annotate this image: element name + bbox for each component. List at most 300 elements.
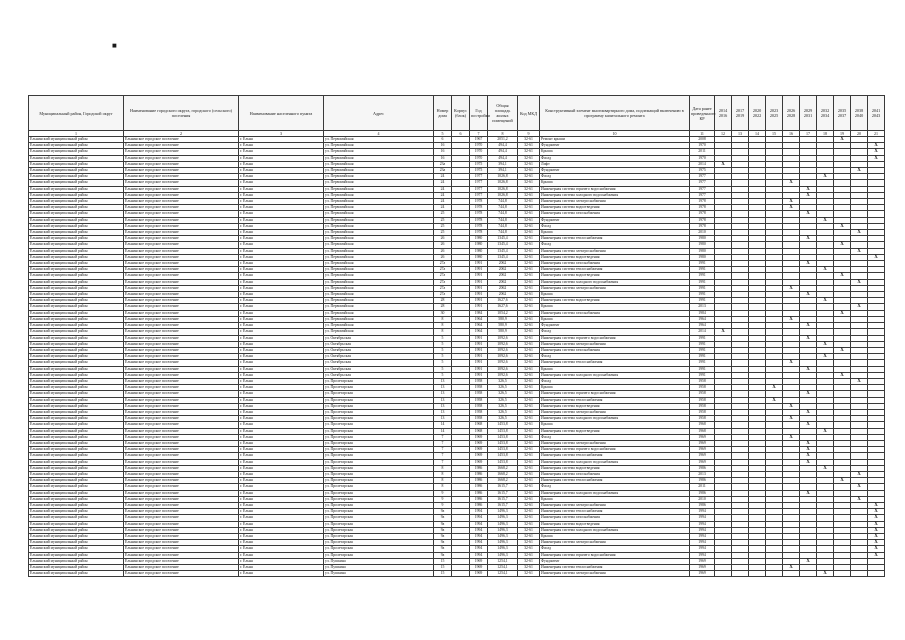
cell-c4: ул. Первомайская bbox=[324, 267, 434, 273]
cell-c2: Ельнинское городское поселение bbox=[124, 565, 239, 571]
cell-code: 32-61 bbox=[518, 242, 540, 248]
cell-c1: Ельнинский муниципальный район bbox=[29, 534, 124, 540]
cell-c3: г. Ельня bbox=[239, 490, 324, 496]
cell-n: 13 bbox=[434, 403, 452, 409]
period-cell: X bbox=[800, 366, 817, 372]
cell-c1: Ельнинский муниципальный район bbox=[29, 496, 124, 502]
cell-el: Инженерная система горячего водоснабжения bbox=[540, 335, 690, 341]
cell-c3: г. Ельня bbox=[239, 558, 324, 564]
cell-c1: Ельнинский муниципальный район bbox=[29, 378, 124, 384]
cell-code: 32-61 bbox=[518, 440, 540, 446]
cell-n: 8 bbox=[434, 471, 452, 477]
cell-a: 394,1 bbox=[488, 161, 518, 167]
cell-a: 326,5 bbox=[488, 385, 518, 391]
cell-c1: Ельнинский муниципальный район bbox=[29, 161, 124, 167]
period-cell: X bbox=[766, 385, 783, 391]
cell-y: 1975 bbox=[470, 161, 488, 167]
cell-code: 32-61 bbox=[518, 385, 540, 391]
cell-el: Инженерная система теплоснабжения bbox=[540, 509, 690, 515]
period-cell: X bbox=[800, 447, 817, 453]
cell-a: 1453,8 bbox=[488, 453, 518, 459]
cell-c4: ул. Первомайская bbox=[324, 143, 434, 149]
cell-c2: Ельнинское городское поселение bbox=[124, 242, 239, 248]
column-header: Год постройки bbox=[470, 96, 488, 131]
cell-a: 1668,2 bbox=[488, 478, 518, 484]
cell-c2: Ельнинское городское поселение bbox=[124, 230, 239, 236]
cell-d: 1980 bbox=[690, 242, 715, 248]
cell-c3: г. Ельня bbox=[239, 199, 324, 205]
cell-d: 1970 bbox=[690, 143, 715, 149]
cell-c2: Ельнинское городское поселение bbox=[124, 354, 239, 360]
cell-n: 14 bbox=[434, 428, 452, 434]
period-cell: X bbox=[868, 521, 885, 527]
cell-d: 2010 bbox=[690, 230, 715, 236]
cell-n: 23а bbox=[434, 168, 452, 174]
cell-a: 1496,3 bbox=[488, 534, 518, 540]
cell-y: 1969 bbox=[470, 453, 488, 459]
cell-c1: Ельнинский муниципальный район bbox=[29, 509, 124, 515]
cell-c2: Ельнинское городское поселение bbox=[124, 186, 239, 192]
cell-el: Инженерная система электроснабжения bbox=[540, 248, 690, 254]
cell-c3: г. Ельня bbox=[239, 180, 324, 186]
cell-c3: г. Ельня bbox=[239, 149, 324, 155]
period-cell bbox=[749, 571, 766, 577]
cell-code: 32-61 bbox=[518, 366, 540, 372]
cell-c4: ул. Первомайская bbox=[324, 273, 434, 279]
period-cell: X bbox=[800, 409, 817, 415]
cell-a: 326,5 bbox=[488, 397, 518, 403]
cell-c2: Ельнинское городское поселение bbox=[124, 509, 239, 515]
cell-code: 32-61 bbox=[518, 403, 540, 409]
period-cell: X bbox=[800, 453, 817, 459]
cell-d: 1991 bbox=[690, 354, 715, 360]
cell-d: 1977 bbox=[690, 186, 715, 192]
cell-y: 1991 bbox=[470, 273, 488, 279]
cell-c1: Ельнинский муниципальный район bbox=[29, 310, 124, 316]
period-cell: X bbox=[868, 546, 885, 552]
cell-c1: Ельнинский муниципальный район bbox=[29, 205, 124, 211]
cell-n: 16 bbox=[434, 143, 452, 149]
cell-n: 9а bbox=[434, 509, 452, 515]
cell-c4: ул. Первомайская bbox=[324, 223, 434, 229]
column-header: Конструктивный элемент многоквартирного дома, подлежащий включению в программу капитального ремонта bbox=[540, 96, 690, 131]
cell-y: 1969 bbox=[470, 565, 488, 571]
cell-c4: ул. Пролетарская bbox=[324, 515, 434, 521]
cell-c3: г. Ельня bbox=[239, 440, 324, 446]
cell-c3: г. Ельня bbox=[239, 422, 324, 428]
period-cell: X bbox=[800, 440, 817, 446]
cell-code: 32-61 bbox=[518, 186, 540, 192]
cell-k bbox=[452, 571, 470, 577]
cell-y: 1986 bbox=[470, 478, 488, 484]
cell-el: Фундамент bbox=[540, 143, 690, 149]
cell-c3: г. Ельня bbox=[239, 366, 324, 372]
cell-y: 1994 bbox=[470, 534, 488, 540]
cell-d: 1969 bbox=[690, 571, 715, 577]
cell-c3: г. Ельня bbox=[239, 292, 324, 298]
cell-y: 1994 bbox=[470, 509, 488, 515]
period-cell: X bbox=[851, 484, 868, 490]
period-cell: X bbox=[783, 316, 800, 322]
cell-code: 32-61 bbox=[518, 180, 540, 186]
cell-c1: Ельнинский муниципальный район bbox=[29, 440, 124, 446]
cell-c1: Ельнинский муниципальный район bbox=[29, 347, 124, 353]
cell-c4: ул. Пролетарская bbox=[324, 540, 434, 546]
cell-el: Крыша bbox=[540, 316, 690, 322]
cell-el: Инженерная система теплоснабжения bbox=[540, 360, 690, 366]
column-number: 17 bbox=[800, 131, 817, 137]
column-number: 10 bbox=[540, 131, 690, 137]
cell-c3: г. Ельня bbox=[239, 428, 324, 434]
cell-code: 32-61 bbox=[518, 137, 540, 143]
cell-c1: Ельнинский муниципальный район bbox=[29, 502, 124, 508]
cell-y: 1991 bbox=[470, 298, 488, 304]
cell-c1: Ельнинский муниципальный район bbox=[29, 397, 124, 403]
period-cell: X bbox=[817, 341, 834, 347]
column-number: 15 bbox=[766, 131, 783, 137]
period-cell: X bbox=[800, 490, 817, 496]
cell-code: 32-61 bbox=[518, 391, 540, 397]
period-cell: X bbox=[868, 540, 885, 546]
cell-c3: г. Ельня bbox=[239, 155, 324, 161]
cell-n: 27а bbox=[434, 267, 452, 273]
cell-code: 32-61 bbox=[518, 484, 540, 490]
cell-n: 9а bbox=[434, 527, 452, 533]
cell-c1: Ельнинский муниципальный район bbox=[29, 137, 124, 143]
cell-y: 1991 bbox=[470, 341, 488, 347]
cell-n: 5 bbox=[434, 347, 452, 353]
cell-el: Фундамент bbox=[540, 558, 690, 564]
cell-y: 1984 bbox=[470, 310, 488, 316]
cell-d: 1980 bbox=[690, 236, 715, 242]
cell-a: 394,1 bbox=[488, 168, 518, 174]
cell-c1: Ельнинский муниципальный район bbox=[29, 422, 124, 428]
cell-c2: Ельнинское городское поселение bbox=[124, 496, 239, 502]
cell-n: 24 bbox=[434, 180, 452, 186]
cell-d: 1994 bbox=[690, 546, 715, 552]
cell-el: Крыша bbox=[540, 385, 690, 391]
cell-c2: Ельнинское городское поселение bbox=[124, 180, 239, 186]
cell-a: 1615,7 bbox=[488, 502, 518, 508]
column-header: 2029 2031 bbox=[800, 96, 817, 131]
cell-c3: г. Ельня bbox=[239, 217, 324, 223]
cell-c1: Ельнинский муниципальный район bbox=[29, 261, 124, 267]
column-number: 13 bbox=[732, 131, 749, 137]
cell-d: 1969 bbox=[690, 459, 715, 465]
period-cell: X bbox=[868, 155, 885, 161]
cell-y: 1986 bbox=[470, 496, 488, 502]
cell-code: 32-61 bbox=[518, 465, 540, 471]
cell-c1: Ельнинский муниципальный район bbox=[29, 149, 124, 155]
cell-c4: ул. Пролетарская bbox=[324, 385, 434, 391]
cell-code: 32-61 bbox=[518, 217, 540, 223]
cell-d: 1958 bbox=[690, 416, 715, 422]
cell-c4: ул. Октябрьская bbox=[324, 341, 434, 347]
cell-y: 1980 bbox=[470, 248, 488, 254]
cell-code: 32-61 bbox=[518, 447, 540, 453]
cell-y: 1958 bbox=[470, 397, 488, 403]
period-cell bbox=[851, 571, 868, 577]
cell-y: 1969 bbox=[470, 459, 488, 465]
cell-c1: Ельнинский муниципальный район bbox=[29, 242, 124, 248]
column-header: 2041 2043 bbox=[868, 96, 885, 131]
cell-el: Инженерная система газоснабжения bbox=[540, 261, 690, 267]
cell-a: 2062 bbox=[488, 292, 518, 298]
cell-n: 9 bbox=[434, 502, 452, 508]
cell-d: 1977 bbox=[690, 192, 715, 198]
cell-c1: Ельнинский муниципальный район bbox=[29, 143, 124, 149]
cell-c3: г. Ельня bbox=[239, 502, 324, 508]
cell-code: 32-61 bbox=[518, 521, 540, 527]
cell-el: Крыша bbox=[540, 230, 690, 236]
cell-c2: Ельнинское городское поселение bbox=[124, 391, 239, 397]
cell-n: 24 bbox=[434, 186, 452, 192]
cell-c4: ул. Пролетарская bbox=[324, 391, 434, 397]
cell-d: 1958 bbox=[690, 397, 715, 403]
cell-c4: ул. Первомайская bbox=[324, 236, 434, 242]
cell-n: 9а bbox=[434, 515, 452, 521]
cell-a: 1668,2 bbox=[488, 465, 518, 471]
cell-code: 32-61 bbox=[518, 397, 540, 403]
cell-c1: Ельнинский муниципальный район bbox=[29, 552, 124, 558]
cell-c4: ул. Первомайская bbox=[324, 186, 434, 192]
cell-c4: ул. Пушкина bbox=[324, 571, 434, 577]
cell-y: 1969 bbox=[470, 447, 488, 453]
cell-el: Инженерная система горячего водоснабжения bbox=[540, 447, 690, 453]
cell-c4: ул. Первомайская bbox=[324, 248, 434, 254]
cell-el: Инженерная система водоотведения bbox=[540, 403, 690, 409]
cell-el: Инженерная система электроснабжения bbox=[540, 409, 690, 415]
cell-c3: г. Ельня bbox=[239, 397, 324, 403]
cell-c4: ул. Пролетарская bbox=[324, 502, 434, 508]
cell-c4: ул. Пушкина bbox=[324, 565, 434, 571]
cell-c3: г. Ельня bbox=[239, 534, 324, 540]
cell-a: 744,8 bbox=[488, 211, 518, 217]
cell-el: Инженерная система горячего водоснабжения bbox=[540, 391, 690, 397]
period-cell: X bbox=[868, 143, 885, 149]
cell-a: 1615,7 bbox=[488, 496, 518, 502]
cell-c3: г. Ельня bbox=[239, 186, 324, 192]
cell-c2: Ельнинское городское поселение bbox=[124, 273, 239, 279]
cell-code: 32-61 bbox=[518, 558, 540, 564]
cell-c4: ул. Октябрьская bbox=[324, 347, 434, 353]
cell-d: 1978 bbox=[690, 199, 715, 205]
cell-a: 2051,2 bbox=[488, 137, 518, 143]
cell-d: 1970 bbox=[690, 155, 715, 161]
cell-a: 1453,8 bbox=[488, 440, 518, 446]
cell-c1: Ельнинский муниципальный район bbox=[29, 279, 124, 285]
cell-a: 1026,8 bbox=[488, 186, 518, 192]
cell-c4: ул. Первомайская bbox=[324, 261, 434, 267]
cell-c3: г. Ельня bbox=[239, 335, 324, 341]
cell-el: Инженерная система водоотведения bbox=[540, 205, 690, 211]
cell-c4: ул. Пролетарская bbox=[324, 509, 434, 515]
cell-code: 32-61 bbox=[518, 236, 540, 242]
cell-d: 1969 bbox=[690, 434, 715, 440]
cell-el: Фундамент bbox=[540, 217, 690, 223]
cell-a: 1627,6 bbox=[488, 298, 518, 304]
column-number: 7 bbox=[470, 131, 488, 137]
cell-y: 1968 bbox=[470, 422, 488, 428]
cell-d: 1991 bbox=[690, 279, 715, 285]
cell-el: Фасад bbox=[540, 242, 690, 248]
cell-n: 13 bbox=[434, 385, 452, 391]
cell-n: 9а bbox=[434, 534, 452, 540]
cell-c1: Ельнинский муниципальный район bbox=[29, 199, 124, 205]
cell-el: Фасад bbox=[540, 354, 690, 360]
cell-c3: г. Ельня bbox=[239, 168, 324, 174]
column-header: Адрес bbox=[324, 96, 434, 131]
period-cell: X bbox=[783, 285, 800, 291]
cell-c2: Ельнинское городское поселение bbox=[124, 292, 239, 298]
period-cell: X bbox=[851, 496, 868, 502]
period-cell: X bbox=[817, 354, 834, 360]
cell-el: Инженерная система электроснабжения bbox=[540, 199, 690, 205]
cell-c1: Ельнинский муниципальный район bbox=[29, 155, 124, 161]
cell-c2: Ельнинское городское поселение bbox=[124, 440, 239, 446]
period-cell bbox=[732, 571, 749, 577]
cell-c4: ул. Первомайская bbox=[324, 161, 434, 167]
cell-d: 1986 bbox=[690, 465, 715, 471]
cell-c1: Ельнинский муниципальный район bbox=[29, 391, 124, 397]
period-cell bbox=[800, 571, 817, 577]
cell-a: 1453,8 bbox=[488, 428, 518, 434]
cell-code: 32-61 bbox=[518, 149, 540, 155]
period-cell: X bbox=[868, 502, 885, 508]
column-header: Муниципальный район, Городской округ bbox=[29, 96, 124, 131]
cell-el: Инженерная система электроснабжения bbox=[540, 440, 690, 446]
cell-el: Инженерная система холодного водоснабжения bbox=[540, 372, 690, 378]
cell-code: 32-61 bbox=[518, 434, 540, 440]
cell-el: Инженерная система водоотведения bbox=[540, 465, 690, 471]
cell-code: 32-61 bbox=[518, 378, 540, 384]
cell-d: 2011 bbox=[690, 149, 715, 155]
cell-a: 2062 bbox=[488, 273, 518, 279]
column-header: 2014 2016 bbox=[715, 96, 732, 131]
cell-y: 1986 bbox=[470, 490, 488, 496]
cell-c2: Ельнинское городское поселение bbox=[124, 155, 239, 161]
cell-d: 1978 bbox=[690, 223, 715, 229]
cell-c2: Ельнинское городское поселение bbox=[124, 192, 239, 198]
cell-el: Крыша bbox=[540, 292, 690, 298]
cell-c2: Ельнинское городское поселение bbox=[124, 174, 239, 180]
period-cell: X bbox=[800, 391, 817, 397]
cell-a: 326,5 bbox=[488, 403, 518, 409]
cell-code: 32-61 bbox=[518, 515, 540, 521]
cell-c2: Ельнинское городское поселение bbox=[124, 385, 239, 391]
cell-c4: ул. Пушкина bbox=[324, 558, 434, 564]
cell-a: 744,8 bbox=[488, 199, 518, 205]
cell-code: 32-61 bbox=[518, 223, 540, 229]
cell-code: 32-61 bbox=[518, 168, 540, 174]
cell-c4: ул. Пролетарская bbox=[324, 434, 434, 440]
cell-c2: Ельнинское городское поселение bbox=[124, 490, 239, 496]
period-cell: X bbox=[834, 242, 851, 248]
cell-c3: г. Ельня bbox=[239, 484, 324, 490]
cell-y: 1970 bbox=[470, 149, 488, 155]
period-cell: X bbox=[834, 310, 851, 316]
cell-a: 1615,7 bbox=[488, 484, 518, 490]
cell-c3: г. Ельня bbox=[239, 323, 324, 329]
period-cell: X bbox=[783, 199, 800, 205]
cell-n: 8 bbox=[434, 329, 452, 335]
cell-code: 32-61 bbox=[518, 323, 540, 329]
cell-c3: г. Ельня bbox=[239, 471, 324, 477]
cell-a: 2062 bbox=[488, 285, 518, 291]
cell-c1: Ельнинский муниципальный район bbox=[29, 453, 124, 459]
cell-el: Фасад bbox=[540, 434, 690, 440]
cell-c3: г. Ельня bbox=[239, 509, 324, 515]
cell-c2: Ельнинское городское поселение bbox=[124, 403, 239, 409]
header-row bbox=[29, 96, 885, 131]
cell-y: 1978 bbox=[470, 205, 488, 211]
cell-c1: Ельнинский муниципальный район bbox=[29, 186, 124, 192]
cell-c1: Ельнинский муниципальный район bbox=[29, 515, 124, 521]
cell-code: 32-61 bbox=[518, 304, 540, 310]
cell-y: 1991 bbox=[470, 366, 488, 372]
cell-d: 1958 bbox=[690, 391, 715, 397]
cell-n: 8 bbox=[434, 465, 452, 471]
cell-n: 24 bbox=[434, 199, 452, 205]
period-cell: X bbox=[817, 217, 834, 223]
cell-el: Крыша bbox=[540, 366, 690, 372]
cell-c4: ул. Пролетарская bbox=[324, 397, 434, 403]
cell-y: 1977 bbox=[470, 174, 488, 180]
cell-y: 1991 bbox=[470, 335, 488, 341]
cell-d: 1969 bbox=[690, 453, 715, 459]
cell-c2: Ельнинское городское поселение bbox=[124, 261, 239, 267]
cell-c1: Ельнинский муниципальный район bbox=[29, 565, 124, 571]
cell-code: 32-61 bbox=[518, 335, 540, 341]
cell-n: 9 bbox=[434, 496, 452, 502]
cell-c3: г. Ельня bbox=[239, 137, 324, 143]
cell-code: 32-61 bbox=[518, 205, 540, 211]
cell-el: Инженерная система газоснабжения bbox=[540, 310, 690, 316]
period-cell: X bbox=[851, 168, 868, 174]
cell-d: 1969 bbox=[690, 565, 715, 571]
cell-d: 2010 bbox=[690, 496, 715, 502]
period-cell bbox=[766, 571, 783, 577]
cell-c2: Ельнинское городское поселение bbox=[124, 248, 239, 254]
cell-y: 1958 bbox=[470, 409, 488, 415]
cell-c1: Ельнинский муниципальный район bbox=[29, 459, 124, 465]
cell-y: 1978 bbox=[470, 217, 488, 223]
cell-c1: Ельнинский муниципальный район bbox=[29, 323, 124, 329]
period-cell: X bbox=[851, 471, 868, 477]
cell-code: 32-61 bbox=[518, 329, 540, 335]
cell-el: Инженерная система электроснабжения bbox=[540, 571, 690, 577]
cell-c3: г. Ельня bbox=[239, 261, 324, 267]
cell-y: 1967 bbox=[470, 137, 488, 143]
cell-c2: Ельнинское городское поселение bbox=[124, 205, 239, 211]
cell-a: 744,8 bbox=[488, 217, 518, 223]
cell-n: 15 bbox=[434, 571, 452, 577]
period-cell: X bbox=[868, 509, 885, 515]
period-cell: X bbox=[834, 223, 851, 229]
cell-n: 27а bbox=[434, 273, 452, 279]
cell-c3: г. Ельня bbox=[239, 236, 324, 242]
cell-y: 1958 bbox=[470, 378, 488, 384]
cell-a: 1496,3 bbox=[488, 546, 518, 552]
cell-n: 5 bbox=[434, 341, 452, 347]
period-cell: X bbox=[868, 527, 885, 533]
cell-c3: г. Ельня bbox=[239, 372, 324, 378]
cell-el: Инженерная система холодного водоснабжения bbox=[540, 490, 690, 496]
cell-el: Инженерная система теплоснабжения bbox=[540, 267, 690, 273]
cell-c2: Ельнинское городское поселение bbox=[124, 409, 239, 415]
cell-c3: г. Ельня bbox=[239, 230, 324, 236]
cell-code: 32-61 bbox=[518, 534, 540, 540]
